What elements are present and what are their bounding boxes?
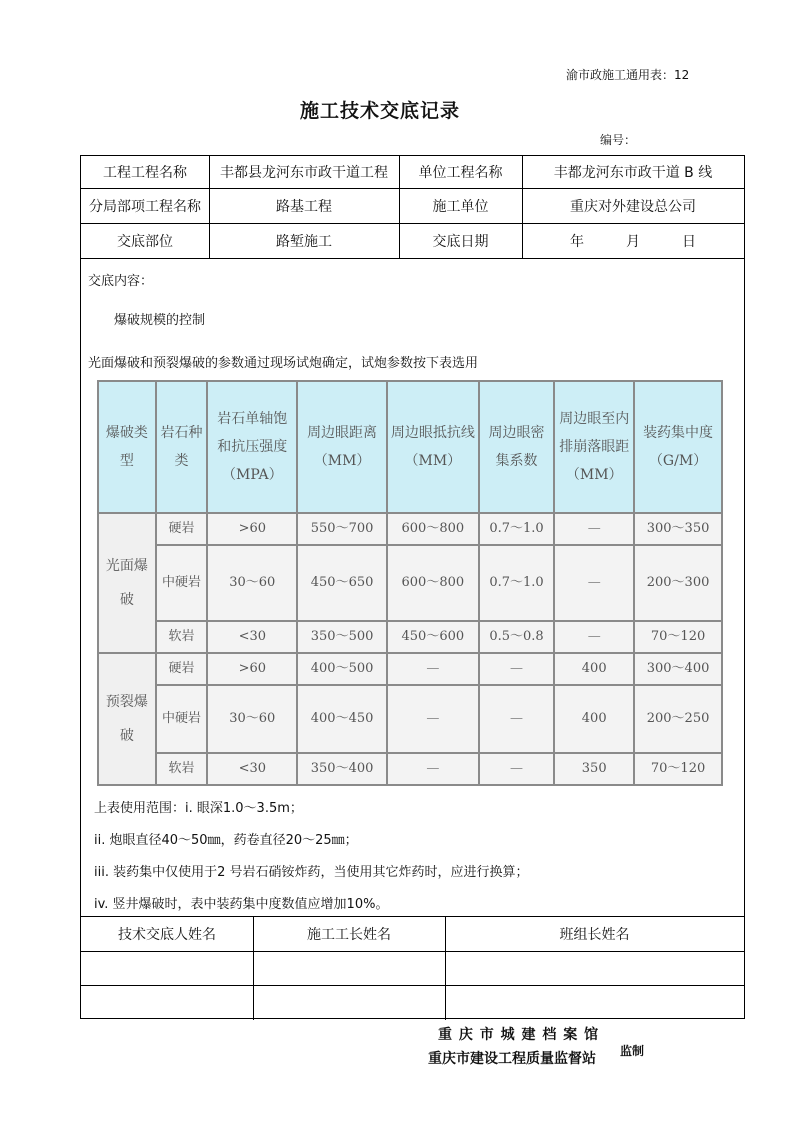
cell-strength: <30 (207, 753, 297, 785)
foreman-label: 施工工长姓名 (307, 926, 391, 943)
cell-coefficient: 0.5～0.8 (479, 621, 555, 653)
briefing-location-label: 交底部位 (117, 233, 173, 250)
cell-coefficient: 0.7～1.0 (479, 513, 555, 545)
cell-spacing: 400～500 (297, 653, 387, 685)
header-density-coefficient: 周边眼密集系数 (479, 381, 555, 513)
cell-rock: 硬岩 (156, 653, 208, 685)
header-perimeter-burden: 周边眼抵抗线（MM） (387, 381, 479, 513)
form-code: 渝市政施工通用表：12 (566, 68, 690, 82)
team-leader-label: 班组长姓名 (559, 926, 630, 943)
note-shaft: iv. 竖井爆破时，表中装药集中度数值应增加10%。 (94, 897, 389, 912)
cell-burden: — (387, 753, 479, 785)
table-row (98, 753, 722, 785)
project-name-value: 丰都县龙河东市政干道工程 (220, 165, 388, 181)
sub-project-value: 路基工程 (276, 198, 332, 215)
cell-rock: 软岩 (156, 753, 208, 785)
cell-burden: — (387, 653, 479, 685)
header-rock-type: 岩石种类 (156, 381, 208, 513)
content-intro: 光面爆破和预裂爆破的参数通过现场试炮确定，试炮参数按下表选用 (88, 356, 479, 371)
cell-inner-distance: — (554, 545, 634, 621)
cell-inner-distance: — (554, 513, 634, 545)
unit-project-value: 丰都龙河东市政干道 B 线 (553, 165, 713, 181)
note-diameter: ii. 炮眼直径40～50㎜，药卷直径20～25㎜； (94, 833, 358, 848)
cell-rock: 软岩 (156, 621, 208, 653)
construction-unit-value: 重庆对外建设总公司 (570, 198, 696, 215)
cell-rock: 硬岩 (156, 513, 208, 545)
cell-strength: 30～60 (207, 685, 297, 753)
group-smooth-blasting: 光面爆破 (98, 513, 156, 653)
cell-strength: >60 (207, 513, 297, 545)
cell-spacing: 400～450 (297, 685, 387, 753)
team-leader-signature[interactable] (445, 951, 744, 985)
row-divider (81, 258, 744, 259)
foreman-signature[interactable] (253, 985, 445, 1018)
note-usage-range: 上表使用范围：i. 眼深1.0～3.5m； (94, 801, 303, 816)
cell-charge: 200～300 (634, 545, 722, 621)
cell-inner-distance: 350 (554, 753, 634, 785)
header-compressive-strength: 岩石单轴饱和抗压强度（MPA） (207, 381, 297, 513)
cell-charge: 70～120 (634, 753, 722, 785)
briefing-location-value: 路堑施工 (276, 233, 332, 250)
cell-strength: >60 (207, 653, 297, 685)
content-heading: 爆破规模的控制 (114, 313, 206, 328)
table-row (98, 653, 722, 685)
technical-briefer-signature[interactable] (81, 985, 253, 1018)
header-perimeter-spacing: 周边眼距离（MM） (297, 381, 387, 513)
group-presplit-blasting: 预裂爆破 (98, 653, 156, 785)
note-explosive: iii. 装药集中仅使用于2 号岩石硝铵炸药，当使用其它炸药时，应进行换算； (94, 865, 529, 880)
project-name-label: 工程工程名称 (103, 165, 187, 181)
briefing-date-label: 交底日期 (432, 233, 489, 250)
issued-by-label: 监制 (620, 1044, 645, 1058)
foreman-signature[interactable] (253, 951, 445, 985)
cell-strength: <30 (207, 621, 297, 653)
technical-briefer-signature[interactable] (81, 951, 253, 985)
cell-burden: 600～800 (387, 513, 479, 545)
cell-rock: 中硬岩 (156, 685, 208, 753)
table-row (98, 685, 722, 753)
cell-burden: 600～800 (387, 545, 479, 621)
cell-burden: 450～600 (387, 621, 479, 653)
header-charge-concentration: 装药集中度（G/M） (634, 381, 722, 513)
archive-org: 重 庆 市 城 建 档 案 馆 (438, 1027, 600, 1043)
cell-coefficient: 0.7～1.0 (479, 545, 555, 621)
table-row (98, 621, 722, 653)
blasting-parameter-table (97, 380, 723, 786)
header-blast-type: 爆破类型 (98, 381, 156, 513)
cell-charge: 300～350 (634, 513, 722, 545)
construction-unit-label: 施工单位 (432, 198, 489, 215)
cell-inner-distance: 400 (554, 685, 634, 753)
cell-inner-distance: 400 (554, 653, 634, 685)
cell-spacing: 350～400 (297, 753, 387, 785)
cell-spacing: 550～700 (297, 513, 387, 545)
supervision-org: 重庆市建设工程质量监督站 (428, 1051, 596, 1067)
content-label: 交底内容： (88, 274, 154, 289)
briefing-date-value: 年 月 日 (570, 233, 696, 250)
team-leader-signature[interactable] (445, 985, 744, 1018)
cell-rock: 中硬岩 (156, 545, 208, 621)
cell-charge: 200～250 (634, 685, 722, 753)
cell-spacing: 350～500 (297, 621, 387, 653)
record-form (80, 155, 745, 1019)
table-row (98, 513, 722, 545)
cell-spacing: 450～650 (297, 545, 387, 621)
cell-charge: 300～400 (634, 653, 722, 685)
table-row (98, 545, 722, 621)
document-title: 施工技术交底记录 (299, 100, 460, 122)
technical-briefer-label: 技术交底人姓名 (118, 926, 216, 943)
cell-strength: 30～60 (207, 545, 297, 621)
cell-burden: — (387, 685, 479, 753)
cell-coefficient: — (479, 753, 555, 785)
cell-charge: 70～120 (634, 621, 722, 653)
cell-coefficient: — (479, 653, 555, 685)
serial-number-label: 编号： (600, 133, 637, 147)
header-inner-row-distance: 周边眼至内排崩落眼距（MM） (554, 381, 634, 513)
unit-project-label: 单位工程名称 (418, 165, 503, 181)
cell-coefficient: — (479, 685, 555, 753)
cell-inner-distance: — (554, 621, 634, 653)
sub-project-label: 分局部项工程名称 (89, 198, 201, 215)
